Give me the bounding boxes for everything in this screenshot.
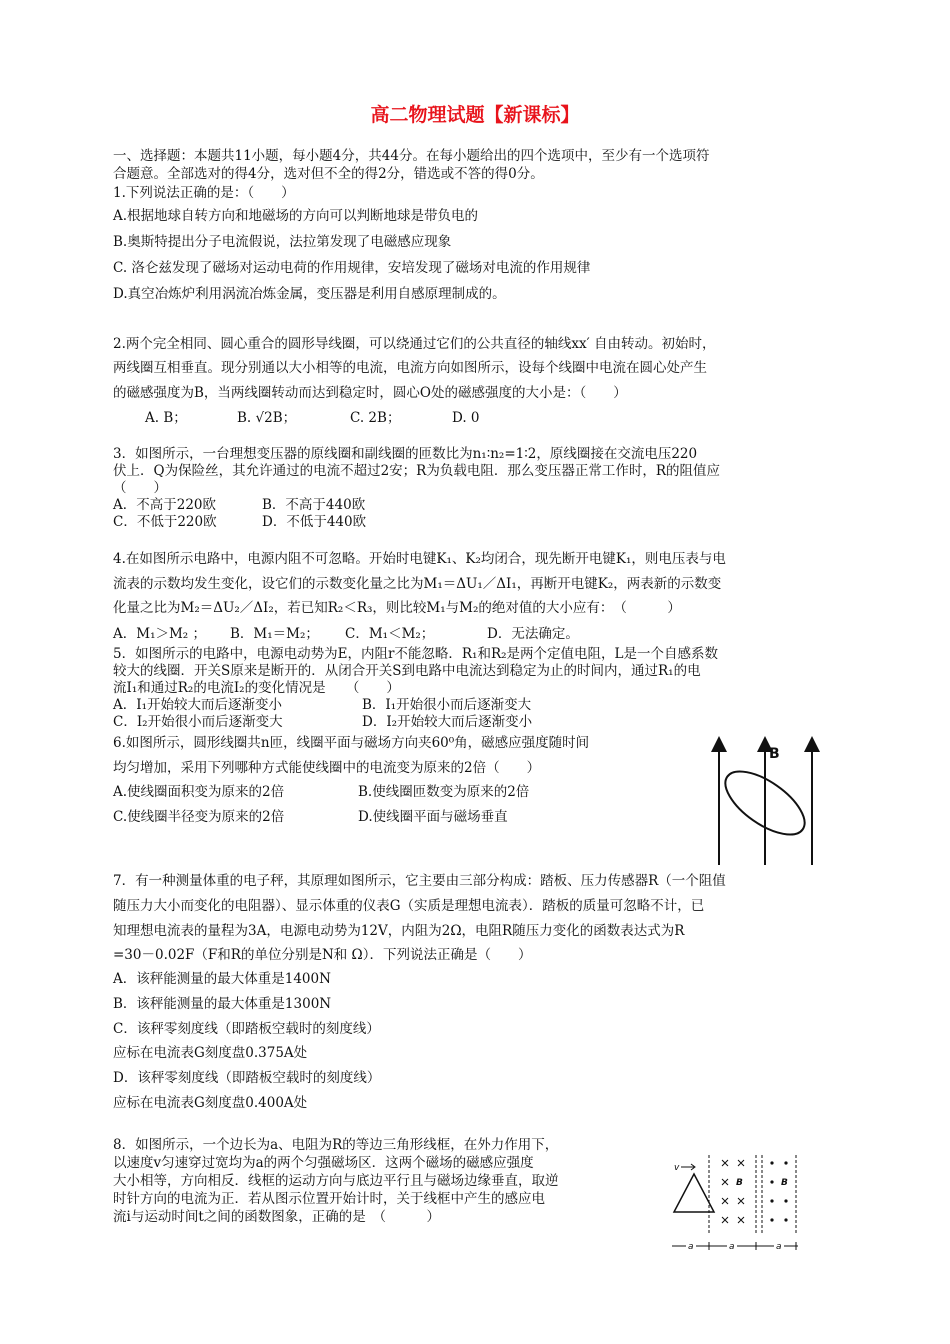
width-label-2: a	[729, 1242, 735, 1252]
q2-option-b: B. √2B；	[237, 410, 297, 426]
q2-option-a: A. B；	[145, 410, 187, 426]
q7-option-c: C．该秤零刻度线（即踏板空载时的刻度线）	[113, 1021, 380, 1037]
width-label-3: a	[776, 1242, 782, 1252]
q7-option-d-cont: 应标在电流表G刻度盘0.400A处	[113, 1095, 308, 1111]
instructions-line-2: 合题意。全部选对的得4分，选对但不全的得2分，错选或不答的得0分。	[113, 166, 544, 182]
q3-option-c: C．不低于220欧	[113, 514, 217, 530]
q3-option-d: D．不低于440欧	[262, 514, 367, 530]
q3-stem-line-3: （ ）	[113, 480, 167, 496]
q3-stem-line-2: 伏上．Q为保险丝，其允许通过的电流不超过2安；R为负载电阻．那么变压器正常工作时，R的阻值应	[113, 463, 720, 479]
velocity-label: v	[674, 1163, 680, 1173]
instructions-line-1: 一、选择题：本题共11小题，每小题4分，共44分。在每小题给出的四个选项中，至少有一个选项符	[113, 148, 710, 164]
q8-stem-line-2: 以速度v匀速穿过宽均为a的两个匀强磁场区．这两个磁场的磁感应强度	[113, 1155, 534, 1171]
q5-option-b: B．I₁开始很小而后逐渐变大	[362, 697, 532, 713]
q8-stem-line-4: 时针方向的电流为正．若从图示位置开始计时，关于线框中产生的感应电	[113, 1191, 545, 1207]
q4-option-a: A．M₁＞M₂ ；	[113, 626, 207, 642]
q4-option-b: B．M₁＝M₂；	[230, 626, 319, 642]
q5-option-a: A．I₁开始较大而后逐渐变小	[113, 697, 282, 713]
q6-option-d: D.使线圈平面与磁场垂直	[358, 809, 508, 825]
q7-option-b: B．该秤能测量的最大体重是1300N	[113, 996, 332, 1012]
q1-option-b: B.奥斯特提出分子电流假说，法拉第发现了电磁感应现象	[113, 234, 452, 250]
q1-option-d: D.真空冶炼炉利用涡流冶炼金属，变压器是利用自感原理制成的。	[113, 286, 506, 302]
q3-stem-line-1: 3．如图所示，一台理想变压器的原线圈和副线圈的匝数比为n₁∶n₂=1∶2，原线圈接在交流电压220	[113, 446, 698, 462]
field-label-dot: B	[781, 1178, 788, 1188]
q5-stem-line-2: 较大的线圈．开关S原来是断开的．从闭合开关S到电路中电流达到稳定为止的时间内，通过R₁的电	[113, 663, 701, 679]
q4-stem-line-3: 化量之比为M₂＝ΔU₂／ΔI₂，若已知R₂＜R₃，则比较M₁与M₂的绝对值的大小应有： （ ）	[113, 600, 681, 616]
q6-option-a: A.使线圈面积变为原来的2倍	[113, 784, 285, 800]
field-label-cross: B	[736, 1178, 743, 1188]
field-label: B	[769, 746, 780, 762]
q6-stem-line-2: 均匀增加，采用下列哪种方式能使线圈中的电流变为原来的2倍（ ）	[113, 760, 541, 776]
q4-stem-line-1: 4.在如图所示电路中，电源内阻不可忽略。开始时电键K₁、K₂均闭合，现先断开电键K₁，则电压表与电	[113, 551, 726, 567]
page-title: 高二物理试题【新课标】	[370, 104, 580, 126]
q3-option-a: A．不高于220欧	[113, 497, 217, 513]
q3-option-b: B．不高于440欧	[262, 497, 366, 513]
q4-option-d: D．无法确定。	[487, 626, 579, 642]
q5-stem-line-1: 5．如图所示的电路中，电源电动势为E，内阻r不能忽略．R₁和R₂是两个定值电阻，L是一个自感系数	[113, 646, 719, 662]
q7-stem-line-2: 随压力大小而变化的电阻器）、显示体重的仪表G（实质是理想电流表）．踏板的质量可忽略不计，已	[113, 898, 705, 914]
q2-stem-line-3: 的磁感强度为B，当两线圈转动而达到稳定时，圆心O处的磁感强度的大小是：（ ）	[113, 385, 627, 401]
q8-stem-line-5: 流i与运动时间t之间的函数图象，正确的是 （ ）	[113, 1209, 440, 1225]
triangle-frame	[674, 1174, 714, 1212]
q7-option-d: D．该秤零刻度线（即踏板空载时的刻度线）	[113, 1070, 381, 1086]
q2-option-d: D. 0	[452, 410, 480, 426]
q2-stem-line-1: 2.两个完全相同、圆心重合的圆形导线圈，可以绕通过它们的公共直径的轴线xx′ 自由转动。初始时，	[113, 336, 716, 352]
q8-stem-line-1: 8．如图所示，一个边长为a、电阻为R的等边三角形线框，在外力作用下，	[113, 1137, 559, 1153]
q6-stem-line-1: 6.如图所示，圆形线圈共n匝，线圈平面与磁场方向夹60⁰角，磁感应强度随时间	[113, 735, 590, 751]
q4-stem-line-2: 流表的示数均发生变化，设它们的示数变化量之比为M₁＝ΔU₁／ΔI₁，再断开电键K₂，两表新的示数变	[113, 576, 722, 592]
q7-stem-line-4: =30－0.02F（F和R的单位分别是N和 Ω）．下列说法正确是（ ）	[113, 947, 532, 963]
q1-stem: 1.下列说法正确的是：（ ）	[113, 185, 295, 201]
q7-option-c-cont: 应标在电流表G刻度盘0.375A处	[113, 1045, 308, 1061]
q8-stem-line-3: 大小相等，方向相反．线框的运动方向与底边平行且与磁场边缘垂直，取逆	[113, 1173, 559, 1189]
q7-stem-line-3: 知理想电流表的量程为3A，电源电动势为12V，内阻为2Ω，电阻R随压力变化的函数表达式为R	[113, 923, 685, 939]
width-label-1: a	[688, 1242, 694, 1252]
q2-option-c: C. 2B；	[350, 410, 401, 426]
dot-field-marks	[770, 1161, 787, 1221]
q4-option-c: C．M₁＜M₂；	[345, 626, 435, 642]
cross-field-marks	[722, 1160, 744, 1223]
q5-option-c: C．I₂开始很小而后逐渐变大	[113, 714, 283, 730]
q6-magnetic-field-figure	[705, 732, 825, 867]
q6-option-b: B.使线圈匝数变为原来的2倍	[358, 784, 530, 800]
q7-option-a: A．该秤能测量的最大体重是1400N	[113, 971, 331, 987]
q6-option-c: C.使线圈半径变为原来的2倍	[113, 809, 285, 825]
q8-magnetic-regions-figure	[668, 1150, 813, 1253]
q7-stem-line-1: 7．有一种测量体重的电子秤，其原理如图所示，它主要由三部分构成：踏板、压力传感器R（一个阻值	[113, 873, 726, 889]
q1-option-c: C. 洛仑兹发现了磁场对运动电荷的作用规律，安培发现了磁场对电流的作用规律	[113, 260, 591, 276]
q2-stem-line-2: 两线圈互相垂直。现分别通以大小相等的电流，电流方向如图所示，设每个线圈中电流在圆心处产生	[113, 360, 707, 376]
q5-option-d: D．I₂开始较大而后逐渐变小	[362, 714, 533, 730]
q1-option-a: A.根据地球自转方向和地磁场的方向可以判断地球是带负电的	[113, 208, 479, 224]
q5-stem-line-3: 流I₁和通过R₂的电流I₂的变化情况是 （ ）	[113, 680, 400, 696]
